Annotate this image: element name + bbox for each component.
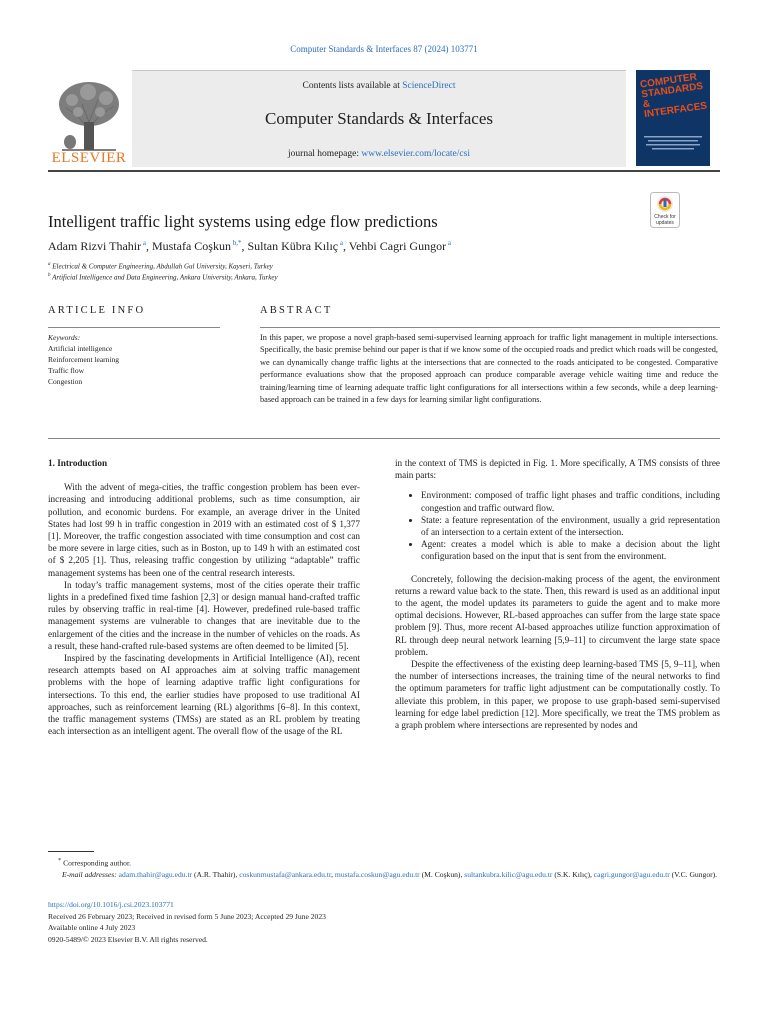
sciencedirect-link[interactable]: ScienceDirect — [402, 81, 456, 91]
homepage-line — [132, 149, 626, 159]
footnotes — [48, 855, 720, 881]
author-affil-mark[interactable]: a — [447, 239, 451, 247]
list-item: • Environment: composed of traffic light phases and traffic conditions, including congestion and traffic outward flow. — [421, 489, 720, 513]
cover-fineprint-icon — [644, 136, 702, 154]
author-name[interactable]: Vehbi Cagri Gungor — [348, 239, 447, 253]
journal-citation[interactable]: Computer Standards & Interfaces 87 (2024) 103771 — [290, 44, 478, 54]
author-name[interactable]: Mustafa Coşkun — [151, 239, 231, 253]
abstract-heading: ABSTRACT — [260, 305, 333, 316]
keyword: Artificial intelligence — [48, 344, 113, 353]
article-info-heading: ARTICLE INFO — [48, 305, 146, 316]
body-paragraph: With the advent of mega-cities, the traffic congestion problem has been ever-increasing and introducing additional problems, such as time consumption, air pollution, and economic burdens. For example, an average driver in the United States had lost 99 h in traffic congestion in 2019 with an estimated cost of $ 1,377 [1]. Moreover, the traffic congestion associated with time consumption and cost can be more severe in large cities, such as in Boston, up to 149 h with an estimated cost of $ 2,205 [1]. Thus, releasing traffic congestion by utilizing “adaptable” traffic management systems has been one of the central research interests. — [48, 482, 360, 578]
doi-link[interactable]: https://doi.org/10.1016/j.csi.2023.103771 — [48, 900, 174, 909]
keyword: Traffic flow — [48, 366, 85, 375]
keywords-label: Keywords: — [48, 333, 81, 342]
affiliation: $^b$ Artificial Intelligence and Data Engineering, Ankara University, Ankara, Turkey — [48, 273, 278, 282]
body-paragraph: In today’s traffic management systems, most of the cities operate their traffic lights in a predefined fixed time fashion [2,3] or design manual hand-crafted traffic rules by observing traffic in real-time [4]. However, predefined rule-based traffic management systems are vulnerable to changes that are inevitable due to the enlargement of the cities and the increase in the number of vehicles on the roads. As a result, these hand-crafted rule-based systems are often deemed to be limited [5]. — [48, 579, 360, 651]
online-date: Available online 4 July 2023 — [48, 923, 136, 932]
author-affil-mark[interactable]: a — [339, 239, 343, 247]
body-left-column — [48, 457, 360, 737]
check-for-updates-badge[interactable] — [650, 192, 680, 228]
list-item: • State: a feature representation of the environment, usually a grid representation of an intersection to a certain extent of the intersection. — [421, 514, 720, 538]
footnote-rule — [48, 851, 94, 852]
corresponding-footnote: * Corresponding author. — [58, 857, 131, 868]
received-dates: Received 26 February 2023; Received in revised form 5 June 2023; Accepted 29 June 2023 — [48, 911, 326, 921]
elsevier-logo[interactable] — [48, 70, 130, 166]
keyword: Reinforcement learning — [48, 355, 120, 364]
homepage-link[interactable]: www.elsevier.com/locate/csi — [361, 149, 470, 159]
keyword: Congestion — [48, 377, 83, 386]
affiliation: $^a$ Electrical & Computer Engineering, Abdullah Gul University, Kayseri, Turkey — [48, 262, 273, 271]
abstract-text: In this paper, we propose a novel graph-based semi-supervised learning approach for traffic light management in multiple intersections. Specifically, the basic premise behind our paper is that if we know some of the occupied roads and predict which roads will be congested, we can dynamically change traffic lights at the intersections that are connected to the roads anticipated to be congested. Comparative performance evaluations show that the proposed approach can produce comparable average vehicle waiting time and reduce the training/learning time of learning adequate traffic light configurations for all intersections within a few seconds, while a deep learning-based approach can be trained in a few days for learning similar light configurations. — [260, 333, 718, 405]
body-paragraph: Inspired by the fascinating developments in Artificial Intelligence (AI), recent research attempts based on AI approaches aim at solving traffic management problems with the hope of learning adaptive traffic light configurations for intersections. To this end, the earlier studies have proposed to use traditional AI approaches, such as reinforcement learning (RL) algorithms [6–8]. In this context, the traffic management systems (TMSs) are stated as an RL problem by treating each intersection as an intelligent agent. The overall flow of the usage of the RL — [48, 653, 360, 737]
tms-parts-list — [395, 489, 720, 562]
publisher-name: ELSEVIER — [51, 150, 127, 166]
email-link[interactable]: sultankubra.kilic@agu.edu.tr — [464, 870, 553, 880]
email-link[interactable]: cagri.gungor@agu.edu.tr — [593, 870, 670, 880]
paper-title: Intelligent traffic light systems using edge flow predictions — [48, 212, 438, 231]
publication-info — [48, 899, 720, 945]
email-link[interactable]: coskunmustafa@ankara.edu.tr — [239, 870, 332, 880]
homepage-prefix: journal homepage: — [288, 149, 362, 159]
email-link[interactable]: adam.thahir@agu.edu.tr — [118, 870, 193, 880]
cover-title: COMPUTER STANDARDS & INTERFACES — [639, 71, 708, 121]
banner-center — [132, 70, 626, 167]
banner-rule — [48, 170, 720, 172]
author-name[interactable]: Adam Rizvi Thahir — [48, 239, 142, 253]
affiliations — [48, 260, 278, 283]
contents-line — [132, 81, 626, 91]
author-affil-mark[interactable]: b,* — [232, 239, 242, 247]
section-rule — [48, 438, 720, 439]
author-affil-mark[interactable]: a — [142, 239, 146, 247]
body-paragraph: Despite the effectiveness of the existing deep learning-based TMS [5, 9–11], when the number of intersections increases, the training time of the neural networks to find the optimum parameters for traffic light adjustment can be computationally costly. To alleviate this problem, in this paper, we propose to use graph-based semi-supervised learning for edge label prediction [12]. More specifically, we treat the TMS problem as a graph problem where intersections are represented by nodes and — [395, 659, 720, 731]
abstract-rule — [260, 327, 720, 328]
email-link[interactable]: mustafa.coskun@agu.edu.tr — [334, 870, 420, 880]
check-updates-label: Check for updates — [654, 214, 676, 226]
author-name[interactable]: Sultan Kübra Kılıç — [247, 239, 339, 253]
article-info-rule — [48, 327, 220, 328]
copyright: 0920-5489/© 2023 Elsevier B.V. All rights reserved. — [48, 934, 208, 944]
body-paragraph: in the context of TMS is depicted in Fig. 1. More specifically, A TMS consists of three main parts: — [395, 458, 720, 481]
body-paragraph: Concretely, following the decision-making process of the agent, the environment returns a reward value back to the state. Then, this reward is used as an additional input to the agent, the model updates its parameters to guide the agent and to make more optimal decisions. However, RL-based approaches can suffer from the large state space problem [9]. Thus, more recent AI-based approaches utilize function approximation of RL through deep neural network learning [5,9–11] to circumvent the large state space problem. — [395, 573, 720, 657]
author-list: Adam Rizvi Thahir $^a$, Mustafa Coşkun $^{b,*}$, Sultan Kübra Kılıç $^a$, Vehbi Cagri Gungor $^a$ — [48, 239, 451, 253]
contents-prefix: Contents lists available at — [302, 81, 403, 91]
keywords-block — [48, 332, 119, 387]
list-item: • Agent: creates a model which is able to make a decision about the light configuration based on the input that is sent from the environment. — [421, 538, 720, 562]
journal-banner — [48, 70, 628, 166]
section-heading: 1. Introduction — [48, 458, 108, 468]
email-footnote: E-mail addresses: adam.thahir@agu.edu.tr (A.R. Thahir), coskunmustafa@ankara.edu.tr, mustafa.coskun@agu.edu.tr (M. Coşkun), sultankubra.kilic@agu.edu.tr (S.K. Kılıç), cagri.gungor@agu.edu.tr (V.C. Gungor). — [62, 870, 718, 880]
journal-cover-image[interactable] — [636, 70, 710, 166]
body-right-column — [395, 457, 720, 731]
journal-name: Computer Standards & Interfaces — [264, 109, 493, 128]
